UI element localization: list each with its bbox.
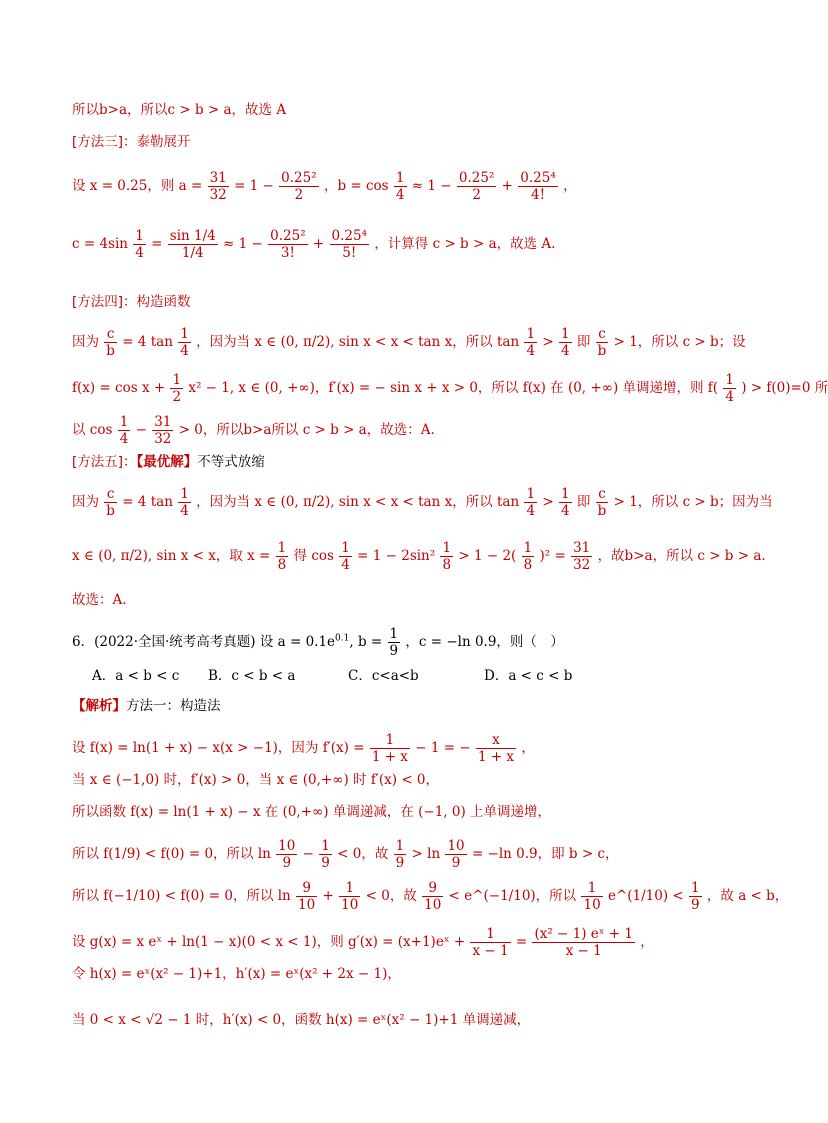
option-d[interactable]: D．a < c < b [484, 668, 573, 684]
fraction-31-32b: $\frac{31}{32}$ [154, 414, 172, 447]
fraction-31-32c: $\frac{31}{32}$ [573, 540, 591, 573]
method4-heading: [方法四]：构造函数 [72, 294, 191, 310]
method5-heading: [方法五]：【最优解】不等式放缩 [72, 454, 265, 470]
option-b[interactable]: B．c < b < a [208, 668, 296, 684]
fraction-1-9c: $\frac{1}{9}$ [395, 838, 405, 871]
fraction-1-xm1: $\frac{1}{x - 1}$ [472, 926, 509, 959]
fraction-c-b4: $\frac{c}{b}$ [597, 486, 607, 519]
fraction-025p4-4fact: $\frac{\text{0.25⁴}}{4!}$ [520, 170, 556, 203]
fraction-1-8c: $\frac{1}{8}$ [523, 540, 533, 573]
method3-line1: 设 x = 0.25，则 a = $\frac{31}{32}$ = 1 − $\frac{\text{0.25²}}{2}$ ，b = cos $\frac{1}{4}$ ≈ 1 − $\frac{\text{0.25²}}{2}$ + $\frac{\text{0.25⁴}}{4!}$ ， [72, 170, 577, 203]
method3-line2: c = 4sin $\frac{1}{4}$ = $\frac{\sin 1/4}{1/4}$ ≈ 1 − $\frac{\text{0.25²}}{3!}$ + $\frac{\text{0.25⁴}}{5!}$ ，计算得 c > b > a，故选 A. [72, 228, 556, 261]
solution-line2: 当 x ∈ (−1,0) 时，f′(x) > 0，当 x ∈ (0,+∞) 时 f′(x) < 0， [72, 772, 440, 788]
fraction-c-b2: $\frac{c}{b}$ [597, 326, 607, 359]
fraction-1-8b: $\frac{1}{8}$ [442, 540, 452, 573]
fraction-1-9: $\frac{1}{9}$ [389, 626, 399, 659]
fraction-1-4c: $\frac{1}{4}$ [180, 326, 189, 359]
method4-line3: 以 cos $\frac{1}{4}$ − $\frac{31}{32}$ > 0，所以b>a所以 c > b > a，故选：A. [72, 414, 435, 447]
fraction-1-9b: $\frac{1}{9}$ [321, 838, 330, 871]
solution-line6: 设 g(x) = x eˣ + ln(1 − x)(0 < x < 1)，则 g′(x) = (x+1)eˣ + $\frac{1}{x - 1}$ = $\frac{\text{(x² − 1) eˣ + 1}}{x - 1}$ ， [72, 926, 654, 959]
fraction-1-4j: $\frac{1}{4}$ [560, 486, 570, 519]
fraction-025sq-2: $\frac{\text{0.25²}}{2}$ [281, 170, 317, 203]
fraction-1-1px: $\frac{1}{1 + x}$ [371, 732, 408, 765]
fraction-1-10b: $\frac{1}{10}$ [583, 880, 601, 913]
solution-line8: 当 0 < x < √2 − 1 时，h′(x) < 0，函数 h(x) = eˣ(x² − 1)+1 单调递减， [72, 1012, 531, 1028]
option-c[interactable]: C．c<a<b [348, 668, 419, 684]
fraction-sin-over-quarter: $\frac{\sin 1/4}{1/4}$ [169, 228, 216, 261]
fraction-g-combined: $\frac{\text{(x² − 1) eˣ + 1}}{x - 1}$ [534, 926, 633, 959]
analysis-heading: 【解析】方法一：构造法 [72, 698, 221, 714]
option-a[interactable]: A．a < b < c [92, 668, 180, 684]
question-6-stem: 6．(2022·全国·统考高考真题) 设 $a = 0.1e^{0.1}$, b = $\frac{1}{9}$ ，c = −ln 0.9，则（ ） [72, 626, 564, 659]
method5-line1: 因为 $\frac{c}{b}$ = 4 tan $\frac{1}{4}$ ，因为当 x ∈ (0, π/2), sin x < x < tan x，所以 tan $\frac{1}{4}$ > $\frac{1}{4}$ 即 $\frac{c}{b}$ > 1，所以 c > b；因为当 [72, 486, 773, 519]
method5-line2: x ∈ (0, π/2), sin x < x，取 x = $\frac{1}{8}$ 得 cos $\frac{1}{4}$ = 1 − 2sin² $\frac{1}{8}$ > 1 − 2( $\frac{1}{8}$ )² = $\frac{31}{32}$ ，故b>a，所以 c > b > a. [72, 540, 766, 573]
fraction-9-10b: $\frac{9}{10}$ [424, 880, 442, 913]
line-conclusion-method2: 所以b>a，所以c > b > a，故选 A [72, 102, 287, 118]
fraction-1-4e: $\frac{1}{4}$ [560, 326, 570, 359]
fraction-10-9b: $\frac{10}{9}$ [447, 838, 465, 871]
fraction-1-4d: $\frac{1}{4}$ [526, 326, 536, 359]
fraction-1-9d: $\frac{1}{9}$ [691, 880, 700, 913]
fraction-x-1px: $\frac{x}{1 + x}$ [477, 732, 515, 765]
solution-line5: 所以 f(−1/10) < f(0) = 0，所以 ln $\frac{9}{10}$ + $\frac{1}{10}$ < 0，故 $\frac{9}{10}$ < e^(−1/10)，所以 $\frac{1}{10}$ e^(1/10) < $\frac{1}{9}$ ，故 a < b， [72, 880, 789, 913]
fraction-1-4g: $\frac{1}{4}$ [119, 414, 129, 447]
method4-line1: 因为 $\frac{c}{b}$ = 4 tan $\frac{1}{4}$ ，因为当 x ∈ (0, π/2), sin x < x < tan x，所以 tan $\frac{1}{4}$ > $\frac{1}{4}$ 即 $\frac{c}{b}$ > 1，所以 c > b；设 [72, 326, 746, 359]
solution-line3: 所以函数 f(x) = ln(1 + x) − x 在 (0,+∞) 单调递减，在 (−1, 0) 上单调递增， [72, 804, 552, 820]
fraction-c-b3: $\frac{c}{b}$ [106, 486, 115, 519]
fraction-9-10: $\frac{9}{10}$ [298, 880, 316, 913]
fraction-1-4: $\frac{1}{4}$ [395, 170, 405, 203]
fraction-1-2: $\frac{1}{2}$ [172, 372, 182, 405]
method4-line2: f(x) = cos x + $\frac{1}{2}$ x² − 1, x ∈ (0, +∞)，f′(x) = − sin x + x > 0，所以 f(x) 在 (0, +∞) 单调递增，则 f( $\frac{1}{4}$ ) > f(0)=0 所 [72, 372, 828, 405]
solution-line4: 所以 f(1/9) < f(0) = 0，所以 ln $\frac{10}{9}$ − $\frac{1}{9}$ < 0，故 $\frac{1}{9}$ > ln $\frac{10}{9}$ = −ln 0.9，即 b > c， [72, 838, 619, 871]
fraction-025sq-3fact: $\frac{\text{0.25²}}{3!}$ [270, 228, 306, 261]
solution-line1: 设 f(x) = ln(1 + x) − x(x > −1)，因为 f′(x) = $\frac{1}{1 + x}$ − 1 = − $\frac{x}{1 + x}$ ， [72, 732, 535, 765]
fraction-025sq-2b: $\frac{\text{0.25²}}{2}$ [458, 170, 495, 203]
fraction-1-8: $\frac{1}{8}$ [277, 540, 287, 573]
fraction-31-32: $\frac{31}{32}$ [209, 170, 227, 203]
fraction-1-10: $\frac{1}{10}$ [341, 880, 359, 913]
fraction-1-4h: $\frac{1}{4}$ [180, 486, 189, 519]
solution-line7: 令 h(x) = eˣ(x² − 1)+1，h′(x) = eˣ(x² + 2x − 1)， [72, 966, 401, 982]
fraction-1-4f: $\frac{1}{4}$ [725, 372, 734, 405]
fraction-1-4i: $\frac{1}{4}$ [526, 486, 536, 519]
fraction-10-9: $\frac{10}{9}$ [278, 838, 296, 871]
method3-heading: [方法三]：泰勒展开 [72, 134, 191, 150]
fraction-1-4b: $\frac{1}{4}$ [135, 228, 144, 261]
fraction-025p4-5fact: $\frac{\text{0.25⁴}}{5!}$ [331, 228, 368, 261]
method5-end: 故选：A. [72, 592, 127, 608]
fraction-c-b: $\frac{c}{b}$ [106, 326, 115, 359]
fraction-1-4k: $\frac{1}{4}$ [341, 540, 350, 573]
